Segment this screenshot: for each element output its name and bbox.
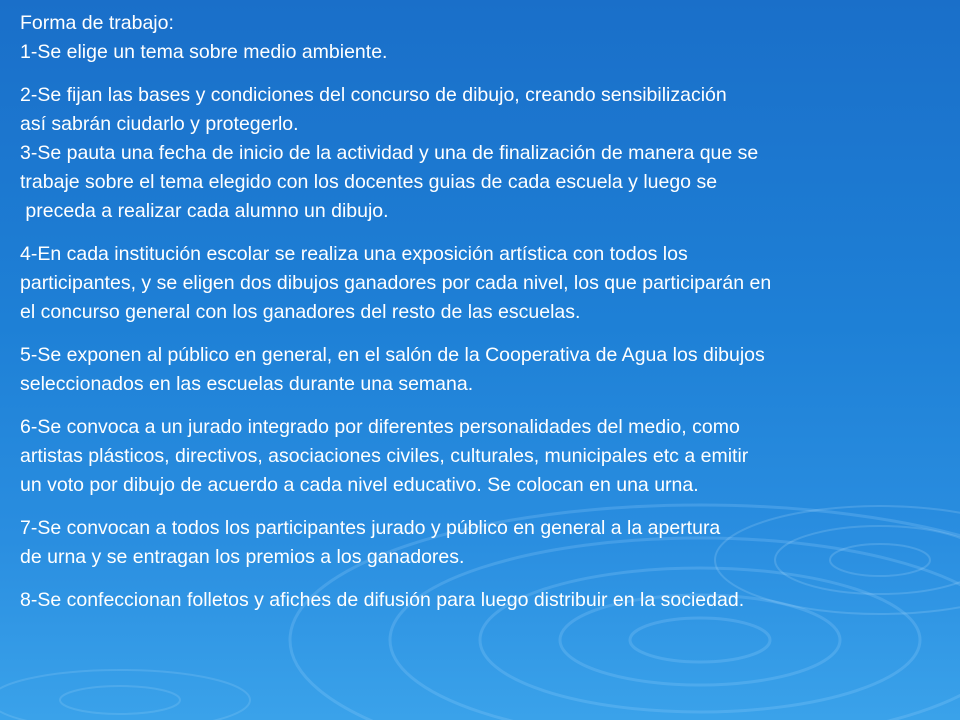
step-7-line-2: de urna y se entragan los premios a los ganadores. (20, 546, 465, 568)
step-4-line-2: participantes, y se eligen dos dibujos ganadores por cada nivel, los que participarán en (20, 272, 772, 294)
step-2-line-2: así sabrán ciudarlo y protegerlo. (20, 113, 299, 135)
spacer (20, 67, 955, 81)
step-2-line-1: 2-Se fijan las bases y condiciones del concurso de dibujo, creando sensibilización (20, 84, 727, 106)
step-3-line-2: trabaje sobre el tema elegido con los docentes guias de cada escuela y luego se (20, 171, 718, 193)
step-5-line-1: 5-Se exponen al público en general, en el salón de la Cooperativa de Agua los dibujos (20, 344, 765, 366)
step-6-line-1: 6-Se convoca a un jurado integrado por diferentes personalidades del medio, como (20, 416, 740, 438)
step-6-line-2: artistas plásticos, directivos, asociaciones civiles, culturales, municipales etc a emitir (20, 445, 749, 467)
spacer (20, 399, 955, 413)
spacer (20, 500, 955, 514)
slide-body (20, 9, 955, 615)
step-5-line-2: seleccionados en las escuelas durante una semana. (20, 373, 474, 395)
step-3-line-1: 3-Se pauta una fecha de inicio de la actividad y una de finalización de manera que se (20, 142, 759, 164)
step-4-line-1: 4-En cada institución escolar se realiza una exposición artística con todos los (20, 243, 688, 265)
step-7-line-1: 7-Se convocan a todos los participantes jurado y público en general a la apertura (20, 517, 721, 539)
spacer (20, 226, 955, 240)
step-4-line-3: el concurso general con los ganadores del resto de las escuelas. (20, 301, 581, 323)
step-8-line-1: 8-Se confeccionan folletos y afiches de difusión para luego distribuir en la sociedad. (20, 589, 745, 611)
spacer (20, 572, 955, 586)
step-6-line-3: un voto por dibujo de acuerdo a cada nivel educativo. Se colocan en una urna. (20, 474, 699, 496)
step-3-line-3: preceda a realizar cada alumno un dibujo. (20, 200, 389, 222)
step-1-line-1: 1-Se elige un tema sobre medio ambiente. (20, 41, 388, 63)
spacer (20, 327, 955, 341)
slide-heading: Forma de trabajo: (20, 12, 174, 34)
